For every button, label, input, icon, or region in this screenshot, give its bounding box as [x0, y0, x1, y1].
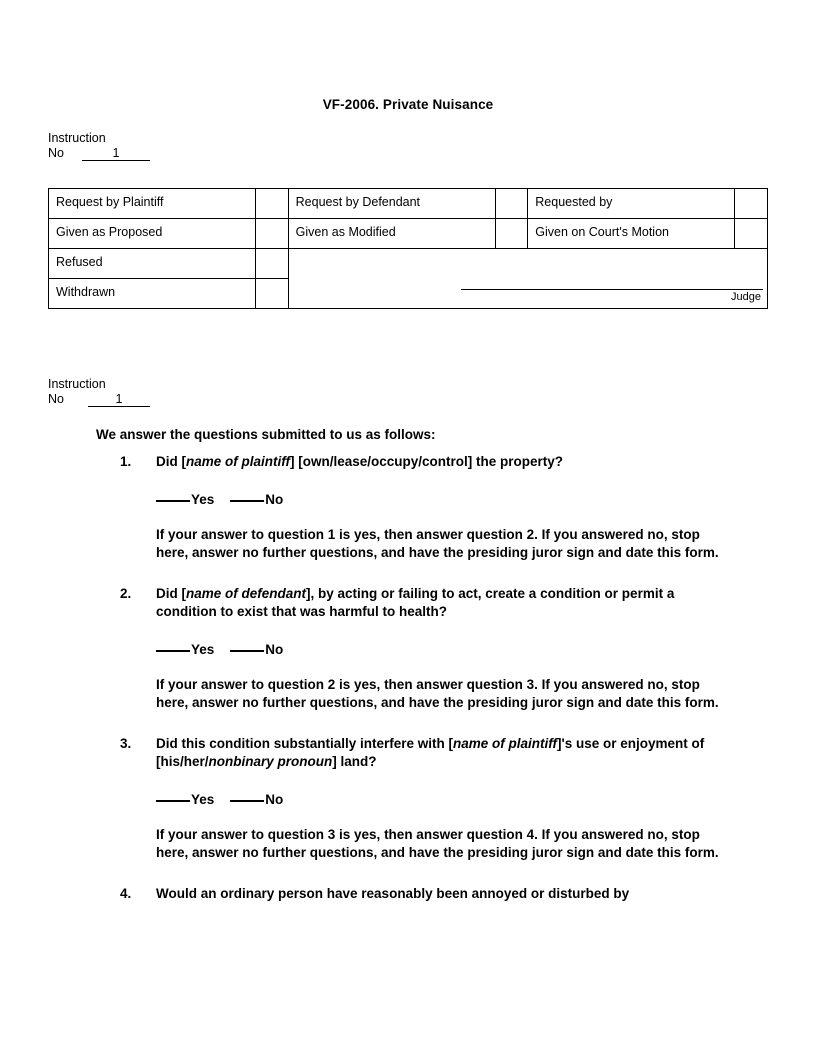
answer-label-no: No [265, 491, 284, 507]
cell-label: Request by Defendant [295, 195, 421, 209]
cell-given-as-proposed [49, 219, 256, 249]
judge-signature-area[interactable] [461, 288, 763, 304]
checkbox-request-by-plaintiff[interactable] [256, 189, 288, 219]
question-item [0, 585, 816, 713]
instruction-label-line2: No [48, 392, 64, 406]
question-item [0, 885, 816, 904]
cell-given-as-modified [288, 219, 495, 249]
instruction-number-header-bottom [48, 377, 150, 407]
cell-refused [49, 249, 256, 279]
answer-blank-yes[interactable] [156, 789, 190, 802]
instruction-number-field[interactable]: 1 [88, 392, 150, 407]
page-title: VF-2006. Private Nuisance [322, 97, 494, 112]
checkbox-given-as-proposed[interactable] [256, 219, 288, 249]
cell-label: Given on Court's Motion [535, 225, 669, 239]
cell-label: Requested by [535, 195, 613, 209]
instruction-label-line2: No [48, 146, 64, 160]
judge-signature-label: Judge [731, 291, 761, 303]
instruction-number-header-top [48, 131, 150, 161]
cell-withdrawn [49, 279, 256, 309]
answer-label-no: No [265, 791, 284, 807]
answer-blank-yes[interactable] [156, 489, 190, 502]
cell-given-on-courts-motion [528, 219, 735, 249]
instruction-number-field[interactable]: 1 [82, 146, 150, 161]
question-number: 3. [120, 735, 132, 751]
checkbox-withdrawn[interactable] [256, 279, 288, 309]
question-text-row [0, 735, 816, 772]
checkbox-given-on-courts-motion[interactable] [735, 219, 768, 249]
question-text: Did [name of plaintiff] [own/lease/occupy/control] the property? [156, 454, 564, 469]
question-text: Would an ordinary person have reasonably been annoyed or disturbed by [156, 885, 630, 901]
checkbox-refused[interactable] [256, 249, 288, 279]
answer-blank-no[interactable] [230, 789, 264, 802]
question-text: Did [name of defendant], by acting or failing to act, create a condition or permit a condition to exist that was harmful to health? [156, 585, 675, 619]
question-text: Did this condition substantially interfere with [name of plaintiff]'s use or enjoyment of [his/her/nonbinary pronoun] land? [156, 735, 705, 769]
question-directive: If your answer to question 2 is yes, then answer question 3. If you answered no, stop here, answer no further questions, and have the presiding juror sign and date this form. [156, 676, 719, 710]
cell-label: Withdrawn [56, 285, 116, 299]
verdict-intro-text: We answer the questions submitted to us as follows: [96, 427, 436, 442]
answer-blank-yes[interactable] [156, 639, 190, 652]
answer-label-yes: Yes [191, 491, 215, 507]
cell-request-by-plaintiff [49, 189, 256, 219]
instruction-label-line1: Instruction [48, 131, 106, 145]
table-row [49, 249, 768, 279]
question-text-row [0, 585, 816, 622]
checkbox-given-as-modified[interactable] [495, 219, 527, 249]
cell-label: Given as Modified [295, 225, 396, 239]
checkbox-requested-by[interactable] [735, 189, 768, 219]
checkbox-request-by-defendant[interactable] [495, 189, 527, 219]
question-text-row [0, 453, 816, 472]
cell-request-by-defendant [288, 189, 495, 219]
cell-label: Request by Plaintiff [56, 195, 164, 209]
answer-label-no: No [265, 641, 284, 657]
question-number: 4. [120, 885, 132, 901]
answer-row [0, 639, 816, 659]
judge-signature-cell [288, 249, 767, 309]
answer-row [0, 489, 816, 509]
question-number: 2. [120, 585, 132, 601]
question-directive: If your answer to question 1 is yes, then answer question 2. If you answered no, stop here, answer no further questions, and have the presiding juror sign and date this form. [156, 526, 719, 560]
answer-blank-no[interactable] [230, 489, 264, 502]
cell-requested-by [528, 189, 735, 219]
instruction-label-line1: Instruction [48, 377, 106, 391]
table-row [49, 219, 768, 249]
question-list [0, 453, 816, 903]
answer-label-yes: Yes [191, 641, 215, 657]
question-number: 1. [120, 454, 132, 469]
cell-label: Refused [56, 255, 103, 269]
question-text-row [0, 885, 816, 904]
answer-row [0, 789, 816, 809]
answer-label-yes: Yes [191, 791, 215, 807]
question-item [0, 735, 816, 863]
table-row [49, 189, 768, 219]
disposition-table [48, 188, 768, 309]
cell-label: Given as Proposed [56, 225, 163, 239]
question-directive: If your answer to question 3 is yes, then answer question 4. If you answered no, stop here, answer no further questions, and have the presiding juror sign and date this form. [156, 826, 719, 860]
answer-blank-no[interactable] [230, 639, 264, 652]
question-item [0, 453, 816, 563]
